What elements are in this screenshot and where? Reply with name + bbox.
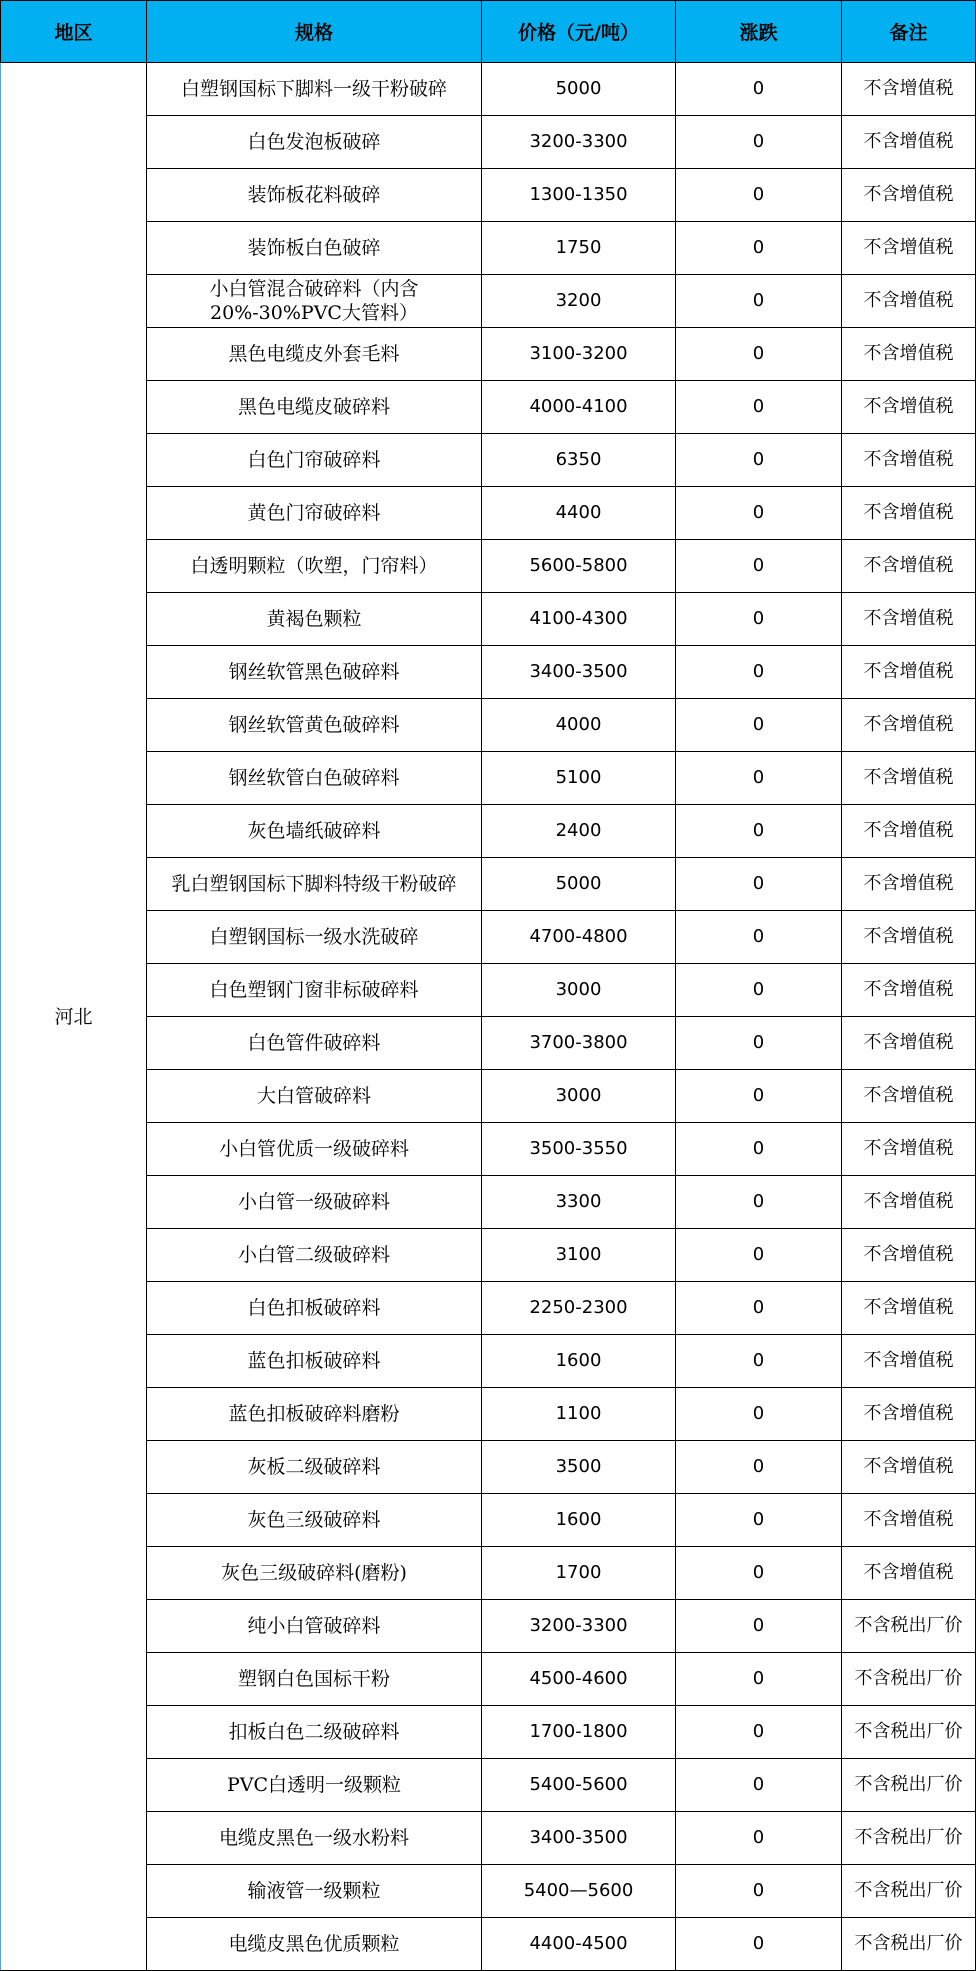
price-cell: 3200 [482, 275, 676, 328]
change-cell: 0 [676, 1547, 842, 1600]
table-row [1, 169, 976, 222]
change-cell: 0 [676, 1388, 842, 1441]
change-cell: 0 [676, 381, 842, 434]
price-cell: 4100-4300 [482, 593, 676, 646]
price-cell: 4000-4100 [482, 381, 676, 434]
price-cell: 5600-5800 [482, 540, 676, 593]
price-cell: 3400-3500 [482, 646, 676, 699]
table-row [1, 911, 976, 964]
change-cell: 0 [676, 805, 842, 858]
note-cell: 不含增值税 [842, 1335, 976, 1388]
table-row [1, 593, 976, 646]
table-row [1, 116, 976, 169]
note-cell: 不含增值税 [842, 1494, 976, 1547]
change-cell: 0 [676, 434, 842, 487]
change-cell: 0 [676, 275, 842, 328]
spec-cell: 灰色三级破碎料 [147, 1494, 482, 1547]
note-cell: 不含增值税 [842, 1123, 976, 1176]
spec-cell: 黑色电缆皮破碎料 [147, 381, 482, 434]
price-cell: 3000 [482, 1070, 676, 1123]
header-change: 涨跌 [676, 1, 842, 63]
note-cell: 不含税出厂价 [842, 1653, 976, 1706]
table-row [1, 540, 976, 593]
spec-cell: 装饰板白色破碎 [147, 222, 482, 275]
table-row [1, 487, 976, 540]
region-cell: 河北 [1, 63, 147, 1971]
table-row [1, 1176, 976, 1229]
price-cell: 5100 [482, 752, 676, 805]
note-cell: 不含增值税 [842, 540, 976, 593]
spec-cell: 灰色三级破碎料(磨粉) [147, 1547, 482, 1600]
price-cell: 4400 [482, 487, 676, 540]
price-cell: 1700 [482, 1547, 676, 1600]
table-row [1, 1918, 976, 1971]
price-cell: 3200-3300 [482, 1600, 676, 1653]
note-cell: 不含税出厂价 [842, 1706, 976, 1759]
table-row [1, 1017, 976, 1070]
change-cell: 0 [676, 1706, 842, 1759]
table-row [1, 858, 976, 911]
spec-cell: 白色发泡板破碎 [147, 116, 482, 169]
note-cell: 不含增值税 [842, 63, 976, 116]
price-cell: 3100 [482, 1229, 676, 1282]
change-cell: 0 [676, 1494, 842, 1547]
note-cell: 不含增值税 [842, 1388, 976, 1441]
table-row [1, 1494, 976, 1547]
change-cell: 0 [676, 1812, 842, 1865]
price-cell: 6350 [482, 434, 676, 487]
price-cell: 5400—5600 [482, 1865, 676, 1918]
table-row [1, 434, 976, 487]
table-row [1, 1441, 976, 1494]
spec-cell: 黑色电缆皮外套毛料 [147, 328, 482, 381]
change-cell: 0 [676, 1070, 842, 1123]
price-cell: 3500 [482, 1441, 676, 1494]
change-cell: 0 [676, 1229, 842, 1282]
change-cell: 0 [676, 1123, 842, 1176]
table-row [1, 1229, 976, 1282]
table-row [1, 964, 976, 1017]
note-cell: 不含税出厂价 [842, 1812, 976, 1865]
spec-cell: 扣板白色二级破碎料 [147, 1706, 482, 1759]
note-cell: 不含增值税 [842, 1176, 976, 1229]
table-row [1, 328, 976, 381]
price-cell: 1600 [482, 1335, 676, 1388]
spec-cell: 钢丝软管白色破碎料 [147, 752, 482, 805]
header-row [1, 1, 976, 63]
table-row [1, 1812, 976, 1865]
table-row [1, 1282, 976, 1335]
price-cell: 1600 [482, 1494, 676, 1547]
change-cell: 0 [676, 1282, 842, 1335]
change-cell: 0 [676, 964, 842, 1017]
table-row [1, 1123, 976, 1176]
spec-cell: 小白管一级破碎料 [147, 1176, 482, 1229]
change-cell: 0 [676, 911, 842, 964]
spec-cell: 装饰板花料破碎 [147, 169, 482, 222]
change-cell: 0 [676, 169, 842, 222]
note-cell: 不含税出厂价 [842, 1600, 976, 1653]
change-cell: 0 [676, 1441, 842, 1494]
note-cell: 不含增值税 [842, 487, 976, 540]
note-cell: 不含增值税 [842, 699, 976, 752]
price-cell: 4400-4500 [482, 1918, 676, 1971]
price-cell: 5000 [482, 63, 676, 116]
spec-cell: 白色门帘破碎料 [147, 434, 482, 487]
spec-cell: 电缆皮黑色优质颗粒 [147, 1918, 482, 1971]
table-row [1, 699, 976, 752]
table-row [1, 222, 976, 275]
note-cell: 不含增值税 [842, 964, 976, 1017]
spec-cell: PVC白透明一级颗粒 [147, 1759, 482, 1812]
note-cell: 不含增值税 [842, 434, 976, 487]
header-price: 价格（元/吨） [482, 1, 676, 63]
spec-cell: 小白管二级破碎料 [147, 1229, 482, 1282]
spec-cell: 白色塑钢门窗非标破碎料 [147, 964, 482, 1017]
spec-cell: 纯小白管破碎料 [147, 1600, 482, 1653]
price-cell: 3700-3800 [482, 1017, 676, 1070]
table-row [1, 381, 976, 434]
change-cell: 0 [676, 593, 842, 646]
table-row [1, 805, 976, 858]
change-cell: 0 [676, 1017, 842, 1070]
price-cell: 3100-3200 [482, 328, 676, 381]
note-cell: 不含增值税 [842, 328, 976, 381]
spec-cell: 乳白塑钢国标下脚料特级干粉破碎 [147, 858, 482, 911]
table-row [1, 1070, 976, 1123]
note-cell: 不含增值税 [842, 169, 976, 222]
spec-cell: 黄褐色颗粒 [147, 593, 482, 646]
spec-cell: 黄色门帘破碎料 [147, 487, 482, 540]
table-row [1, 1653, 976, 1706]
header-region: 地区 [1, 1, 147, 63]
note-cell: 不含增值税 [842, 381, 976, 434]
price-cell: 1300-1350 [482, 169, 676, 222]
note-cell: 不含增值税 [842, 222, 976, 275]
change-cell: 0 [676, 858, 842, 911]
table-row [1, 63, 976, 116]
table-row [1, 646, 976, 699]
change-cell: 0 [676, 222, 842, 275]
note-cell: 不含增值税 [842, 805, 976, 858]
price-cell: 4700-4800 [482, 911, 676, 964]
note-cell: 不含增值税 [842, 752, 976, 805]
change-cell: 0 [676, 1865, 842, 1918]
change-cell: 0 [676, 116, 842, 169]
spec-cell: 小白管优质一级破碎料 [147, 1123, 482, 1176]
spec-cell: 灰板二级破碎料 [147, 1441, 482, 1494]
price-cell: 5000 [482, 858, 676, 911]
table-row [1, 1759, 976, 1812]
spec-cell: 小白管混合破碎料（内含20%-30%PVC大管料） [147, 275, 482, 328]
note-cell: 不含税出厂价 [842, 1759, 976, 1812]
spec-cell: 塑钢白色国标干粉 [147, 1653, 482, 1706]
change-cell: 0 [676, 1918, 842, 1971]
price-cell: 1700-1800 [482, 1706, 676, 1759]
spec-cell: 灰色墙纸破碎料 [147, 805, 482, 858]
change-cell: 0 [676, 1600, 842, 1653]
price-cell: 3200-3300 [482, 116, 676, 169]
price-cell: 3500-3550 [482, 1123, 676, 1176]
note-cell: 不含增值税 [842, 116, 976, 169]
note-cell: 不含增值税 [842, 1282, 976, 1335]
table-row [1, 1600, 976, 1653]
header-note: 备注 [842, 1, 976, 63]
spec-cell: 蓝色扣板破碎料 [147, 1335, 482, 1388]
spec-cell: 白色管件破碎料 [147, 1017, 482, 1070]
price-cell: 5400-5600 [482, 1759, 676, 1812]
note-cell: 不含税出厂价 [842, 1865, 976, 1918]
price-cell: 4000 [482, 699, 676, 752]
spec-cell: 大白管破碎料 [147, 1070, 482, 1123]
spec-cell: 电缆皮黑色一级水粉料 [147, 1812, 482, 1865]
note-cell: 不含增值税 [842, 911, 976, 964]
spec-cell: 钢丝软管黑色破碎料 [147, 646, 482, 699]
change-cell: 0 [676, 699, 842, 752]
note-cell: 不含增值税 [842, 1070, 976, 1123]
price-cell: 3000 [482, 964, 676, 1017]
price-cell: 2250-2300 [482, 1282, 676, 1335]
price-cell: 1100 [482, 1388, 676, 1441]
change-cell: 0 [676, 63, 842, 116]
change-cell: 0 [676, 1653, 842, 1706]
change-cell: 0 [676, 328, 842, 381]
price-cell: 2400 [482, 805, 676, 858]
note-cell: 不含增值税 [842, 1229, 976, 1282]
spec-cell: 白透明颗粒（吹塑，门帘料） [147, 540, 482, 593]
note-cell: 不含增值税 [842, 1017, 976, 1070]
note-cell: 不含增值税 [842, 275, 976, 328]
change-cell: 0 [676, 1759, 842, 1812]
table-row [1, 752, 976, 805]
change-cell: 0 [676, 487, 842, 540]
table-row [1, 1706, 976, 1759]
change-cell: 0 [676, 1335, 842, 1388]
table-row [1, 1388, 976, 1441]
table-row [1, 1335, 976, 1388]
table-row [1, 275, 976, 328]
change-cell: 0 [676, 752, 842, 805]
spec-cell: 输液管一级颗粒 [147, 1865, 482, 1918]
spec-cell: 白色扣板破碎料 [147, 1282, 482, 1335]
spec-cell: 蓝色扣板破碎料磨粉 [147, 1388, 482, 1441]
note-cell: 不含增值税 [842, 1547, 976, 1600]
table-row [1, 1547, 976, 1600]
note-cell: 不含增值税 [842, 1441, 976, 1494]
price-cell: 3400-3500 [482, 1812, 676, 1865]
header-spec: 规格 [147, 1, 482, 63]
price-cell: 3300 [482, 1176, 676, 1229]
spec-cell: 钢丝软管黄色破碎料 [147, 699, 482, 752]
note-cell: 不含增值税 [842, 646, 976, 699]
note-cell: 不含税出厂价 [842, 1918, 976, 1971]
change-cell: 0 [676, 646, 842, 699]
change-cell: 0 [676, 1176, 842, 1229]
note-cell: 不含增值税 [842, 593, 976, 646]
table-body [1, 63, 976, 1971]
table-row [1, 1865, 976, 1918]
change-cell: 0 [676, 540, 842, 593]
price-cell: 1750 [482, 222, 676, 275]
spec-cell: 白塑钢国标一级水洗破碎 [147, 911, 482, 964]
note-cell: 不含增值税 [842, 858, 976, 911]
spec-cell: 白塑钢国标下脚料一级干粉破碎 [147, 63, 482, 116]
price-cell: 4500-4600 [482, 1653, 676, 1706]
